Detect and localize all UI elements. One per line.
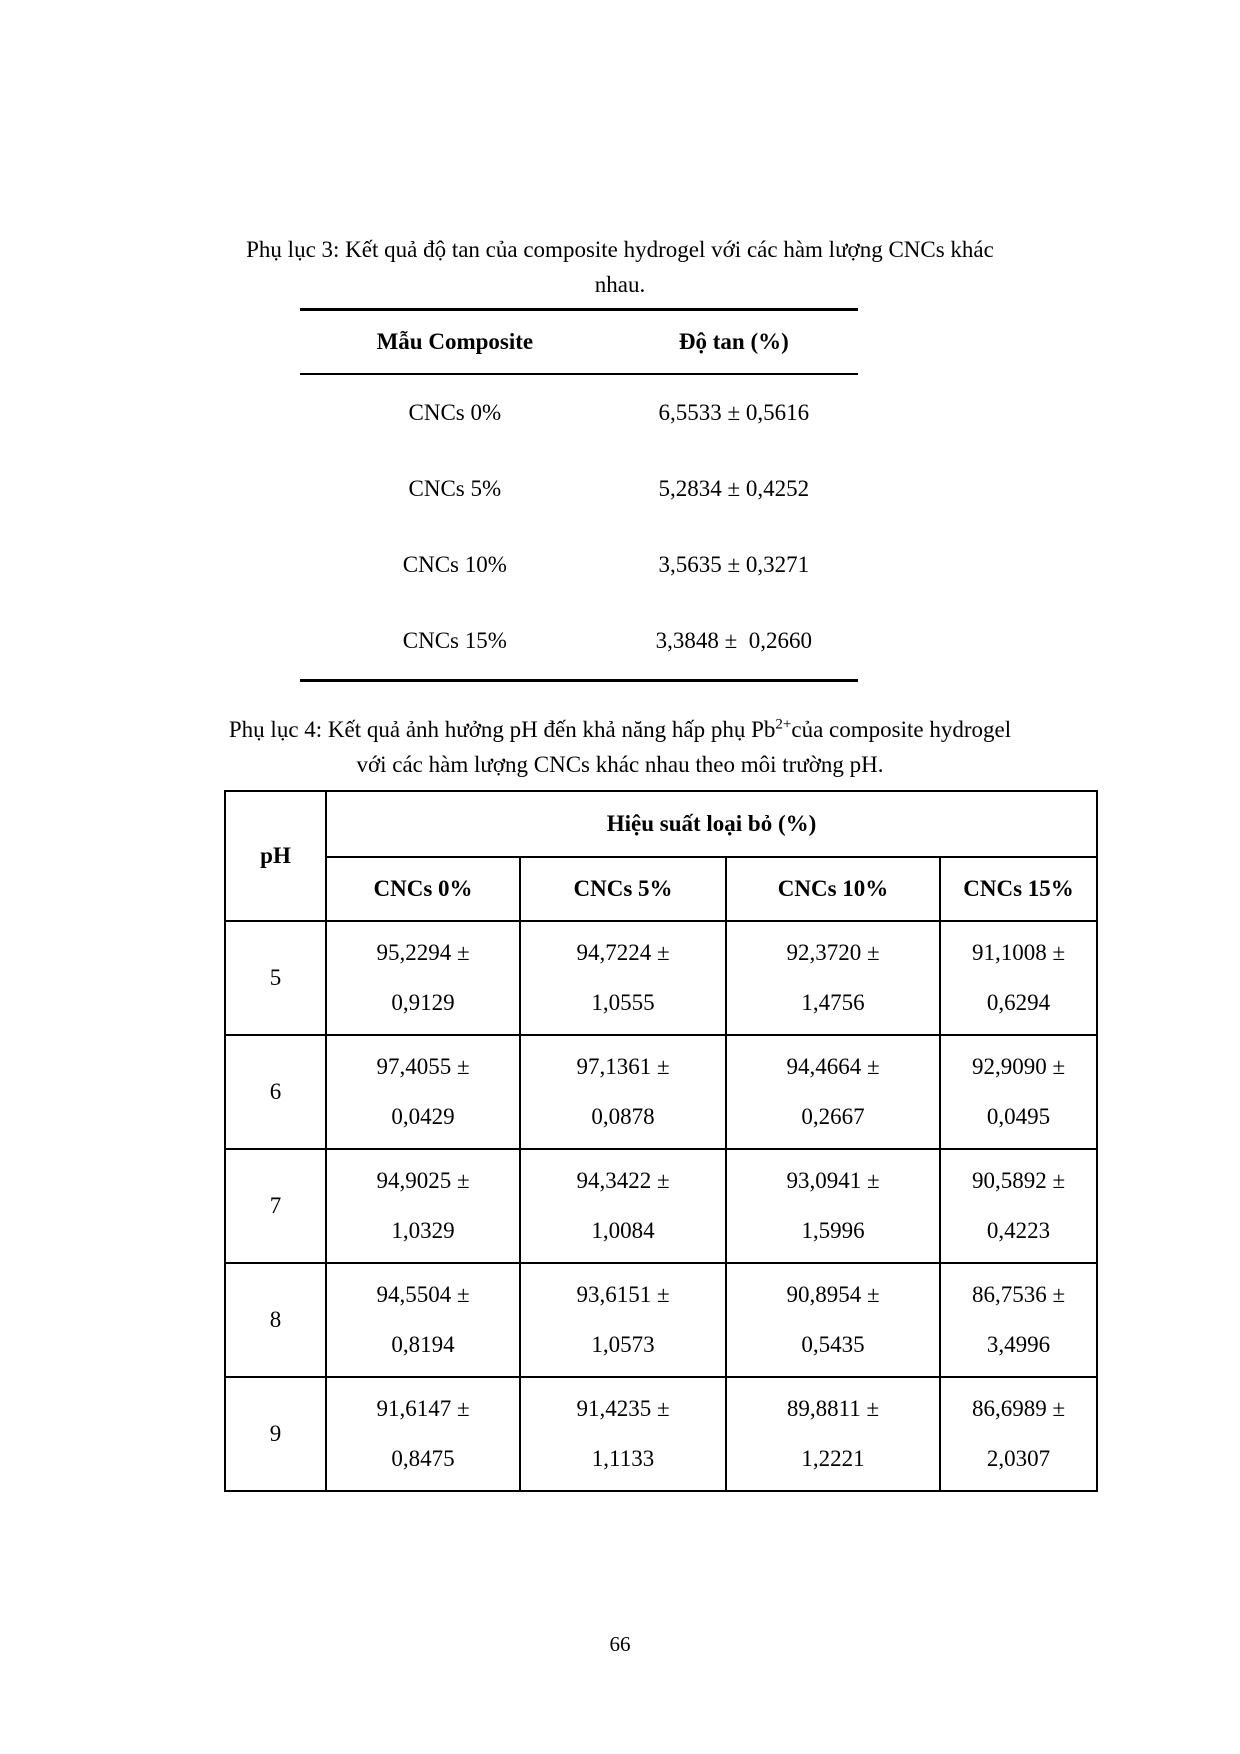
ph-cell: 9	[225, 1377, 326, 1491]
ph-removal-table	[224, 790, 1098, 1492]
value-mean: 89,8811 ±	[786, 1396, 880, 1421]
value-mean: 95,2294 ±	[376, 940, 470, 965]
superscript-2plus: 2+	[775, 716, 792, 733]
value-mean: 91,4235 ±	[576, 1396, 670, 1421]
table-row	[225, 1263, 1097, 1377]
column-header-cncs5: CNCs 5%	[520, 857, 726, 921]
value-cell	[326, 1377, 520, 1491]
table-row	[300, 527, 858, 603]
solubility-header-value: Độ tan (%)	[678, 329, 789, 354]
sample-cell: CNCs 0%	[408, 400, 502, 425]
value-sd: 1,0084	[591, 1218, 655, 1243]
value-mean: 94,5504 ±	[376, 1282, 470, 1307]
appendix4-caption-line2: với các hàm lượng CNCs khác nhau theo môi trường pH.	[356, 752, 884, 777]
value-cell	[520, 1035, 726, 1149]
value-mean: 94,9025 ±	[376, 1168, 470, 1193]
ph-cell: 6	[225, 1035, 326, 1149]
solubility-cell: 5,2834 ± 0,4252	[658, 476, 810, 501]
value-mean: 94,7224 ±	[576, 940, 670, 965]
appendix4-caption	[120, 712, 1120, 782]
value-cell	[520, 1149, 726, 1263]
value-cell	[940, 1263, 1097, 1377]
value-cell	[726, 1377, 940, 1491]
table-row	[300, 603, 858, 681]
value-mean: 93,6151 ±	[576, 1282, 670, 1307]
value-sd: 0,0878	[591, 1104, 655, 1129]
value-cell	[326, 1035, 520, 1149]
ph-table-group-header-row	[225, 791, 1097, 857]
appendix4-caption-line1-post: của composite hydrogel	[791, 717, 1012, 742]
value-sd: 2,0307	[986, 1446, 1051, 1471]
value-mean: 91,1008 ±	[971, 940, 1066, 965]
value-mean: 97,4055 ±	[376, 1054, 470, 1079]
value-mean: 97,1361 ±	[576, 1054, 670, 1079]
value-mean: 86,6989 ±	[971, 1396, 1066, 1421]
value-sd: 0,5435	[801, 1332, 865, 1357]
appendix3-caption-line2: nhau.	[594, 272, 646, 297]
value-cell	[520, 1263, 726, 1377]
appendix4-caption-line1	[120, 712, 1120, 747]
value-sd: 0,8194	[391, 1332, 455, 1357]
solubility-table-header-row	[300, 310, 858, 375]
ph-cell: 5	[225, 921, 326, 1035]
value-mean: 90,5892 ±	[971, 1168, 1066, 1193]
value-sd: 1,0573	[591, 1332, 655, 1357]
value-cell	[940, 921, 1097, 1035]
ph-corner-header: pH	[225, 791, 326, 921]
appendix3-caption-line1: Phụ lục 3: Kết quả độ tan của composite hydrogel với các hàm lượng CNCs khác	[246, 237, 994, 262]
page-number: 66	[609, 1632, 631, 1656]
solubility-cell: 6,5533 ± 0,5616	[658, 400, 810, 425]
value-cell	[726, 921, 940, 1035]
value-sd: 1,0555	[591, 990, 655, 1015]
table-row	[300, 374, 858, 451]
value-mean: 86,7536 ±	[971, 1282, 1066, 1307]
value-cell	[726, 1263, 940, 1377]
table-row	[225, 921, 1097, 1035]
value-cell	[940, 1035, 1097, 1149]
sample-cell: CNCs 15%	[402, 628, 507, 653]
value-cell	[940, 1377, 1097, 1491]
removal-efficiency-group-header: Hiệu suất loại bỏ (%)	[326, 791, 1097, 857]
value-mean: 92,9090 ±	[971, 1054, 1066, 1079]
value-cell	[726, 1035, 940, 1149]
ph-table-column-header-row	[225, 857, 1097, 921]
sample-cell: CNCs 10%	[402, 552, 507, 577]
value-cell	[326, 921, 520, 1035]
solubility-cell: 3,3848 ± 0,2660	[655, 628, 813, 653]
value-mean: 94,3422 ±	[576, 1168, 670, 1193]
appendix3-caption	[120, 232, 1120, 302]
value-cell	[940, 1149, 1097, 1263]
value-mean: 93,0941 ±	[786, 1168, 880, 1193]
value-sd: 1,4756	[801, 990, 865, 1015]
value-sd: 0,6294	[986, 990, 1051, 1015]
value-sd: 1,5996	[801, 1218, 865, 1243]
value-cell	[520, 1377, 726, 1491]
value-sd: 0,8475	[391, 1446, 455, 1471]
solubility-cell: 3,5635 ± 0,3271	[658, 552, 810, 577]
value-sd: 0,4223	[986, 1218, 1051, 1243]
value-sd: 3,4996	[986, 1332, 1051, 1357]
table-row	[300, 451, 858, 527]
appendix4-caption-line1-pre: Phụ lục 4: Kết quả ảnh hưởng pH đến khả năng hấp phụ Pb	[228, 717, 776, 742]
value-mean: 90,8954 ±	[786, 1282, 880, 1307]
solubility-header-sample: Mẫu Composite	[376, 329, 534, 354]
value-sd: 0,0495	[986, 1104, 1051, 1129]
value-sd: 0,2667	[801, 1104, 865, 1129]
value-sd: 1,0329	[391, 1218, 455, 1243]
value-mean: 92,3720 ±	[786, 940, 880, 965]
solubility-table	[300, 308, 858, 682]
value-sd: 1,2221	[801, 1446, 865, 1471]
column-header-cncs10: CNCs 10%	[726, 857, 940, 921]
column-header-cncs15: CNCs 15%	[940, 857, 1097, 921]
table-row	[225, 1149, 1097, 1263]
ph-cell: 7	[225, 1149, 326, 1263]
value-sd: 1,1133	[591, 1446, 655, 1471]
value-sd: 0,9129	[391, 990, 455, 1015]
sample-cell: CNCs 5%	[408, 476, 502, 501]
value-mean: 94,4664 ±	[786, 1054, 880, 1079]
value-cell	[520, 921, 726, 1035]
column-header-cncs0: CNCs 0%	[326, 857, 520, 921]
table-row	[225, 1377, 1097, 1491]
value-cell	[326, 1263, 520, 1377]
value-cell	[726, 1149, 940, 1263]
value-cell	[326, 1149, 520, 1263]
ph-cell: 8	[225, 1263, 326, 1377]
value-mean: 91,6147 ±	[376, 1396, 470, 1421]
value-sd: 0,0429	[391, 1104, 455, 1129]
table-row	[225, 1035, 1097, 1149]
